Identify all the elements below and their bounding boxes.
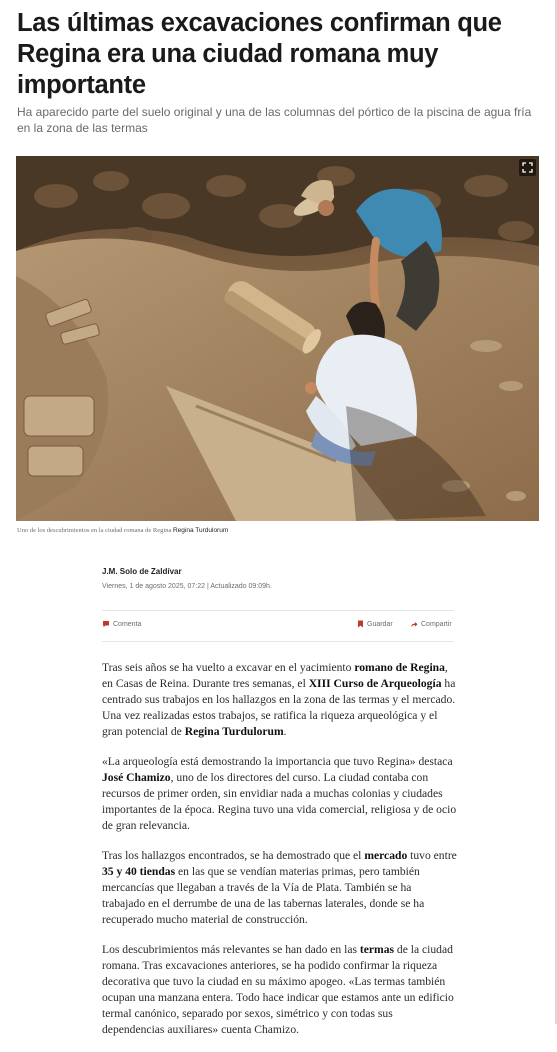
bold-run: XIII Curso de Arqueología <box>308 677 442 690</box>
text-run: de la ciudad romana. Tras excavaciones anteriores, se ha podido confirmar la riqueza decorativa que tuvo la ciudad en su máximo apogeo. «Las termas también ocupan una manzana entera. Todo hace indicar que estamos ante un edificio termal canónico, separado por sexos, simétrico y con todas sus dependencias auxiliares» cuenta Chamizo. <box>102 943 454 1036</box>
text-run: tuvo entre <box>407 849 457 862</box>
article-author[interactable]: J.M. Solo de Zaldívar <box>102 567 182 576</box>
text-run: en las que se vendían materias primas, pero también mercancías que llegaban a través de la Vía de Plata. También se ha trabajado en el derrumbe de una de las tabernas laterales, donde se ha recuperado mucho material de construcción. <box>102 865 425 926</box>
share-icon <box>410 620 418 628</box>
meta-divider-bottom <box>102 641 454 642</box>
bold-run: romano de Regina <box>354 661 445 674</box>
share-button[interactable] <box>410 620 452 628</box>
bookmark-icon <box>357 620 364 628</box>
bold-run: José Chamizo <box>102 771 171 784</box>
bold-run: Regina Turdulorum <box>184 725 284 738</box>
body-paragraph-2 <box>102 754 457 834</box>
comment-label: Comenta <box>113 620 142 628</box>
text-run: , en Casas de Reina. Durante tres semanas, el <box>102 661 448 690</box>
text-run: Tras seis años se ha vuelto a excavar en el yacimiento <box>102 661 355 674</box>
photo-caption-text: Uno de los descubrimientos en la ciudad romana de Regina <box>17 527 172 534</box>
text-run: . <box>283 725 287 738</box>
text-run: Tras los hallazgos encontrados, se ha demostrado que el <box>102 849 365 862</box>
published-date: Viernes, 1 de agosto 2025, 07:22 <box>102 583 206 590</box>
expand-photo-button[interactable] <box>519 159 536 176</box>
article-headline: Las últimas excavaciones confirman que Regina era una ciudad romana muy importante <box>17 9 502 99</box>
body-paragraph-1 <box>102 660 457 740</box>
meta-divider-top <box>102 610 454 611</box>
text-run: , uno de los directores del curso. La ciudad contaba con recursos de primer orden, sin envidiar nada a muchas colonias y ciudades importantes de la época. Regina tuvo una vida comercial, religiosa y de ocio de gran relevancia. <box>102 771 457 832</box>
article-subtitle: Ha aparecido parte del suelo original y una de las columnas del pórtico de la piscina de agua fría en la zona de las termas <box>17 105 532 135</box>
text-run: Los descubrimientos más relevantes se han dado en las <box>102 943 360 956</box>
article-actions <box>102 620 454 634</box>
photo-credit: Regina Turdulorum <box>172 527 229 534</box>
date-separator: | <box>205 583 211 590</box>
bold-run: mercado <box>364 849 408 862</box>
bold-run: 35 y 40 tiendas <box>102 865 176 878</box>
text-run: «La arqueología está demostrando la importancia que tuvo Regina» destaca <box>102 755 453 768</box>
article-photo[interactable] <box>16 156 539 521</box>
share-label: Compartir <box>421 620 452 628</box>
body-paragraph-3 <box>102 848 457 928</box>
bold-run: termas <box>359 943 395 956</box>
updated-time: Actualizado 09:09h. <box>210 583 272 590</box>
text-run: ha centrado sus trabajos en los hallazgos en la zona de las termas y el mercado. Una vez realizadas estos trabajos, se ratifica la riqueza arqueológica y el gran potencial de <box>102 677 456 738</box>
expand-icon <box>519 159 536 176</box>
save-label: Guardar <box>367 620 393 628</box>
article-body <box>102 660 457 1052</box>
article-dateline <box>102 583 272 590</box>
comment-button[interactable] <box>102 620 141 628</box>
comment-icon <box>102 620 110 628</box>
photo-caption <box>17 527 228 534</box>
excavation-scene <box>16 156 539 521</box>
save-button[interactable] <box>357 620 393 628</box>
